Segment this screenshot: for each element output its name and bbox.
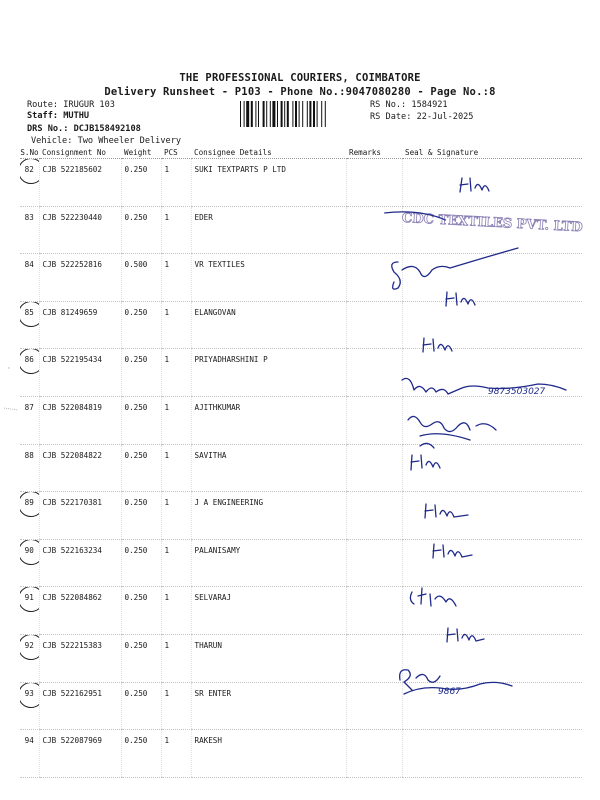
row-weight [121, 682, 161, 730]
row-pieces [161, 254, 191, 302]
row-consignment-number-text: CJB 522185602 [42, 165, 102, 174]
row-consignment-number [39, 301, 121, 349]
row-consignment-number-text: CJB 522084819 [42, 402, 102, 412]
row-signature [402, 206, 582, 254]
row-consignee-text: PALANISAMY [194, 545, 241, 555]
table-row [20, 587, 582, 635]
row-weight-text: 0.250 [124, 355, 148, 365]
row-consignment-number [39, 587, 121, 635]
row-consignee [191, 492, 346, 540]
row-serial-number-text: 83 [24, 212, 34, 222]
row-remarks [346, 254, 402, 302]
col-signature: Seal & Signature [402, 147, 582, 159]
table-row [20, 301, 582, 349]
row-serial-number [20, 587, 39, 635]
handwritten-note-94: 9867 [438, 687, 461, 697]
row-pieces-text: 1 [164, 545, 170, 555]
row-consignment-number [39, 444, 121, 492]
row-signature [402, 539, 582, 587]
row-remarks [346, 206, 402, 254]
row-serial-number [20, 492, 39, 540]
row-consignee-text: RAKESH [194, 736, 222, 746]
row-serial-number-text: 85 [24, 307, 34, 317]
row-pieces [161, 444, 191, 492]
row-weight-text: 0.250 [124, 545, 148, 555]
row-remarks [346, 682, 402, 730]
row-pieces-text: 1 [164, 450, 170, 460]
row-consignee [191, 349, 346, 397]
row-consignee [191, 444, 346, 492]
row-consignment-number-text: CJB 522252816 [42, 260, 102, 270]
row-weight-text: 0.500 [124, 260, 148, 270]
svg-text:': ' [8, 366, 10, 374]
row-weight [121, 301, 161, 349]
row-consignee-text: J A ENGINEERING [194, 498, 264, 508]
row-signature [402, 349, 582, 397]
row-serial-number-text: 89 [24, 498, 34, 508]
row-remarks [346, 349, 402, 397]
row-serial-number [20, 682, 39, 730]
row-weight-text: 0.250 [124, 498, 148, 508]
row-signature [402, 301, 582, 349]
row-consignee-text: SAVITHA [194, 450, 227, 460]
row-pieces-text: 1 [164, 212, 170, 222]
row-consignee [191, 206, 346, 254]
company-title: THE PROFESSIONAL COURIERS, COIMBATORE [179, 72, 421, 84]
row-weight [121, 254, 161, 302]
row-consignee-text: AJITHKUMAR [194, 402, 241, 412]
table-row [20, 444, 582, 492]
row-consignment-number-text: CJB 522084862 [42, 593, 102, 603]
row-pieces-text: 1 [164, 165, 170, 174]
row-pieces [161, 349, 191, 397]
row-consignee [191, 587, 346, 635]
table-row [20, 396, 582, 444]
row-serial-number [20, 206, 39, 254]
row-consignee-text: SR ENTER [194, 688, 232, 698]
row-consignee-text: THARUN [194, 640, 222, 650]
row-weight-text: 0.250 [124, 688, 148, 698]
row-weight [121, 444, 161, 492]
row-consignment-number-text: CJB 522170381 [42, 498, 102, 508]
row-weight [121, 587, 161, 635]
row-consignment-number-text: CJB 522087969 [42, 736, 102, 746]
table-header-row [20, 147, 582, 159]
row-consignee [191, 301, 346, 349]
row-consignment-number [39, 682, 121, 730]
row-consignment-number-text: CJB 522162951 [42, 688, 102, 698]
row-pieces-text: 1 [164, 260, 170, 270]
row-serial-number-text: 84 [24, 260, 34, 270]
row-consignee [191, 730, 346, 778]
row-consignee [191, 682, 346, 730]
row-pieces-text: 1 [164, 688, 170, 698]
table-row [20, 730, 582, 778]
table-row [20, 159, 582, 207]
row-pieces [161, 587, 191, 635]
row-consignment-number [39, 254, 121, 302]
row-signature [402, 444, 582, 492]
col-sno: S.No [20, 148, 39, 157]
col-remarks: Remarks [346, 147, 402, 159]
row-consignee [191, 634, 346, 682]
row-serial-number [20, 301, 39, 349]
row-consignment-number [39, 159, 121, 207]
row-consignee-text: ELANGOVAN [194, 307, 236, 317]
runsheet-table [20, 147, 582, 778]
row-weight [121, 206, 161, 254]
row-serial-number [20, 634, 39, 682]
row-remarks [346, 492, 402, 540]
row-serial-number-text: 87 [24, 402, 34, 412]
row-signature [402, 396, 582, 444]
row-weight [121, 349, 161, 397]
row-consignment-number [39, 730, 121, 778]
row-consignee [191, 539, 346, 587]
row-consignee-text: VR TEXTILES [194, 260, 245, 270]
row-pieces-text: 1 [164, 498, 170, 508]
row-consignee-text: SUKI TEXTPARTS P LTD [194, 165, 286, 174]
row-consignment-number [39, 206, 121, 254]
row-pieces [161, 159, 191, 207]
row-remarks [346, 444, 402, 492]
row-serial-number [20, 159, 39, 207]
table-row [20, 539, 582, 587]
row-pieces [161, 492, 191, 540]
row-remarks [346, 539, 402, 587]
row-remarks [346, 730, 402, 778]
row-consignment-number-text: CJB 522230440 [42, 212, 102, 222]
row-remarks [346, 396, 402, 444]
col-pcs: PCS [161, 147, 191, 159]
row-serial-number [20, 254, 39, 302]
table-row [20, 349, 582, 397]
row-serial-number-text: 88 [24, 450, 34, 460]
row-consignee-text: SELVARAJ [194, 593, 232, 603]
row-serial-number [20, 349, 39, 397]
row-signature [402, 492, 582, 540]
table-row [20, 206, 582, 254]
row-weight [121, 492, 161, 540]
row-weight-text: 0.250 [124, 640, 148, 650]
row-weight-text: 0.250 [124, 307, 148, 317]
row-consignee-text: EDER [194, 212, 213, 222]
row-pieces-text: 1 [164, 736, 170, 746]
row-serial-number-text: 92 [24, 640, 34, 650]
row-pieces-text: 1 [164, 640, 170, 650]
row-serial-number-text: 86 [24, 355, 34, 365]
row-pieces-text: 1 [164, 355, 170, 365]
row-pieces [161, 682, 191, 730]
row-weight-text: 0.250 [124, 450, 148, 460]
col-consignee: Consignee Details [191, 147, 346, 159]
row-serial-number-text: 82 [24, 165, 34, 174]
handwritten-note-87: 9873503027 [488, 387, 546, 397]
rs-date: RS Date: 22-Jul-2025 [370, 112, 474, 122]
table-row [20, 492, 582, 540]
vehicle-label: Vehicle: Two Wheeler Delivery [31, 136, 182, 146]
row-weight-text: 0.250 [124, 593, 148, 603]
row-weight [121, 539, 161, 587]
row-pieces [161, 730, 191, 778]
row-consignment-number-text: CJB 522195434 [42, 355, 102, 365]
row-serial-number-text: 94 [24, 736, 34, 746]
row-consignment-number-text: CJB 522084822 [42, 450, 102, 460]
row-pieces [161, 396, 191, 444]
table-row [20, 682, 582, 730]
row-signature [402, 254, 582, 302]
row-signature [402, 682, 582, 730]
row-signature [402, 730, 582, 778]
row-signature [402, 587, 582, 635]
runsheet-subtitle: Delivery Runsheet - P103 - Phone No.:9047080280 - Page No.:8 [104, 86, 496, 98]
row-serial-number-text: 91 [24, 593, 34, 603]
row-consignment-number [39, 396, 121, 444]
row-serial-number [20, 730, 39, 778]
row-consignee [191, 159, 346, 207]
row-remarks [346, 587, 402, 635]
row-weight-text: 0.250 [124, 165, 148, 174]
row-weight [121, 730, 161, 778]
row-pieces-text: 1 [164, 402, 170, 412]
row-pieces [161, 634, 191, 682]
svg-text:CDC TEXTILES PVT. LTD: CDC TEXTILES PVT. LTD [401, 210, 583, 236]
col-weight: Weight [121, 147, 161, 159]
row-pieces [161, 301, 191, 349]
staff-label: Staff: MUTHU [27, 111, 90, 121]
row-pieces-text: 1 [164, 593, 170, 603]
row-weight [121, 634, 161, 682]
table-row [20, 634, 582, 682]
row-consignee [191, 254, 346, 302]
rs-number: RS No.: 1584921 [370, 100, 448, 110]
row-serial-number-text: 90 [24, 545, 34, 555]
barcode-image [240, 101, 364, 127]
row-weight-text: 0.250 [124, 736, 148, 746]
drs-number: DRS No.: DCJB158492108 [27, 124, 141, 134]
row-serial-number [20, 539, 39, 587]
row-consignment-number [39, 634, 121, 682]
row-consignee [191, 396, 346, 444]
row-serial-number [20, 444, 39, 492]
table-row [20, 254, 582, 302]
row-consignment-number-text: CJB 522163234 [42, 545, 102, 555]
row-serial-number [20, 396, 39, 444]
row-signature [402, 159, 582, 207]
row-pieces-text: 1 [164, 307, 170, 317]
row-remarks [346, 634, 402, 682]
row-weight-text: 0.250 [124, 212, 148, 222]
row-consignment-number [39, 539, 121, 587]
row-consignment-number-text: CJB 522215383 [42, 640, 102, 650]
row-signature [402, 634, 582, 682]
row-pieces [161, 206, 191, 254]
row-weight [121, 159, 161, 207]
row-consignee-text: PRIYADHARSHINI P [194, 355, 268, 365]
col-consignment: Consignment No [39, 147, 121, 159]
row-weight [121, 396, 161, 444]
row-consignment-number-text: CJB 81249659 [42, 307, 98, 317]
row-serial-number-text: 93 [24, 688, 34, 698]
row-remarks [346, 301, 402, 349]
row-pieces [161, 539, 191, 587]
row-weight-text: 0.250 [124, 402, 148, 412]
route-label: Route: IRUGUR 103 [27, 100, 115, 110]
row-remarks [346, 159, 402, 207]
row-consignment-number [39, 349, 121, 397]
row-consignment-number [39, 492, 121, 540]
